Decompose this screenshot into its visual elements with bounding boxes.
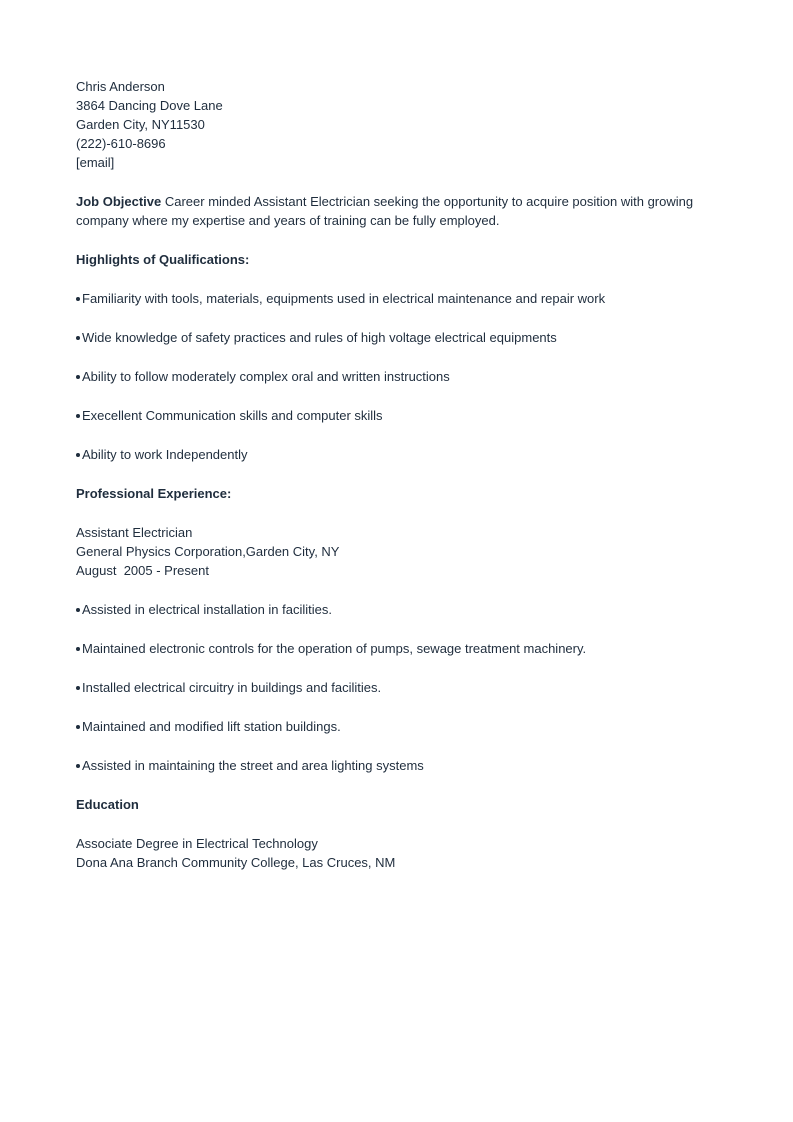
contact-name: Chris Anderson xyxy=(76,79,165,94)
objective-section xyxy=(76,192,716,230)
bullet-icon xyxy=(76,647,80,651)
objective-text-line2: company where my expertise and years of training can be fully employed. xyxy=(76,213,500,228)
bullet-icon xyxy=(76,686,80,690)
education-school: Dona Ana Branch Community College, Las Cruces, NM xyxy=(76,855,396,870)
list-item: Maintained electronic controls for the operation of pumps, sewage treatment machinery. xyxy=(76,639,716,658)
bullet-icon xyxy=(76,297,80,301)
bullet-icon xyxy=(76,608,80,612)
bullet-icon xyxy=(76,414,80,418)
list-item: Installed electrical circuitry in buildings and facilities. xyxy=(76,678,716,697)
education-degree: Associate Degree in Electrical Technology xyxy=(76,836,318,851)
objective-text-line1: Career minded Assistant Electrician seeking the opportunity to acquire position with growing xyxy=(161,194,694,209)
education-heading: Education xyxy=(76,797,139,812)
list-item: Ability to follow moderately complex oral and written instructions xyxy=(76,367,716,386)
job-dates: August 2005 - Present xyxy=(76,563,209,578)
list-item: Familiarity with tools, materials, equipments used in electrical maintenance and repair work xyxy=(76,289,716,308)
qualifications-heading: Highlights of Qualifications: xyxy=(76,252,250,267)
list-item: Assisted in electrical installation in facilities. xyxy=(76,600,716,619)
job-title: Assistant Electrician xyxy=(76,525,193,540)
qualifications-section xyxy=(76,250,716,464)
bullet-icon xyxy=(76,453,80,457)
list-item: Maintained and modified lift station buildings. xyxy=(76,717,716,736)
bullet-icon xyxy=(76,764,80,768)
experience-section xyxy=(76,484,716,775)
contact-block xyxy=(76,77,716,172)
contact-email: [email] xyxy=(76,155,115,170)
contact-street: 3864 Dancing Dove Lane xyxy=(76,98,223,113)
objective-label: Job Objective xyxy=(76,194,162,209)
education-section xyxy=(76,795,716,872)
list-item: Ability to work Independently xyxy=(76,445,716,464)
list-item: Assisted in maintaining the street and area lighting systems xyxy=(76,756,716,775)
bullet-icon xyxy=(76,375,80,379)
resume-document xyxy=(76,77,716,872)
experience-heading: Professional Experience: xyxy=(76,486,232,501)
contact-phone: (222)-610-8696 xyxy=(76,136,166,151)
job-company: General Physics Corporation,Garden City, NY xyxy=(76,544,340,559)
contact-city: Garden City, NY11530 xyxy=(76,117,205,132)
bullet-icon xyxy=(76,725,80,729)
list-item: Execellent Communication skills and computer skills xyxy=(76,406,716,425)
bullet-icon xyxy=(76,336,80,340)
list-item: Wide knowledge of safety practices and rules of high voltage electrical equipments xyxy=(76,328,716,347)
